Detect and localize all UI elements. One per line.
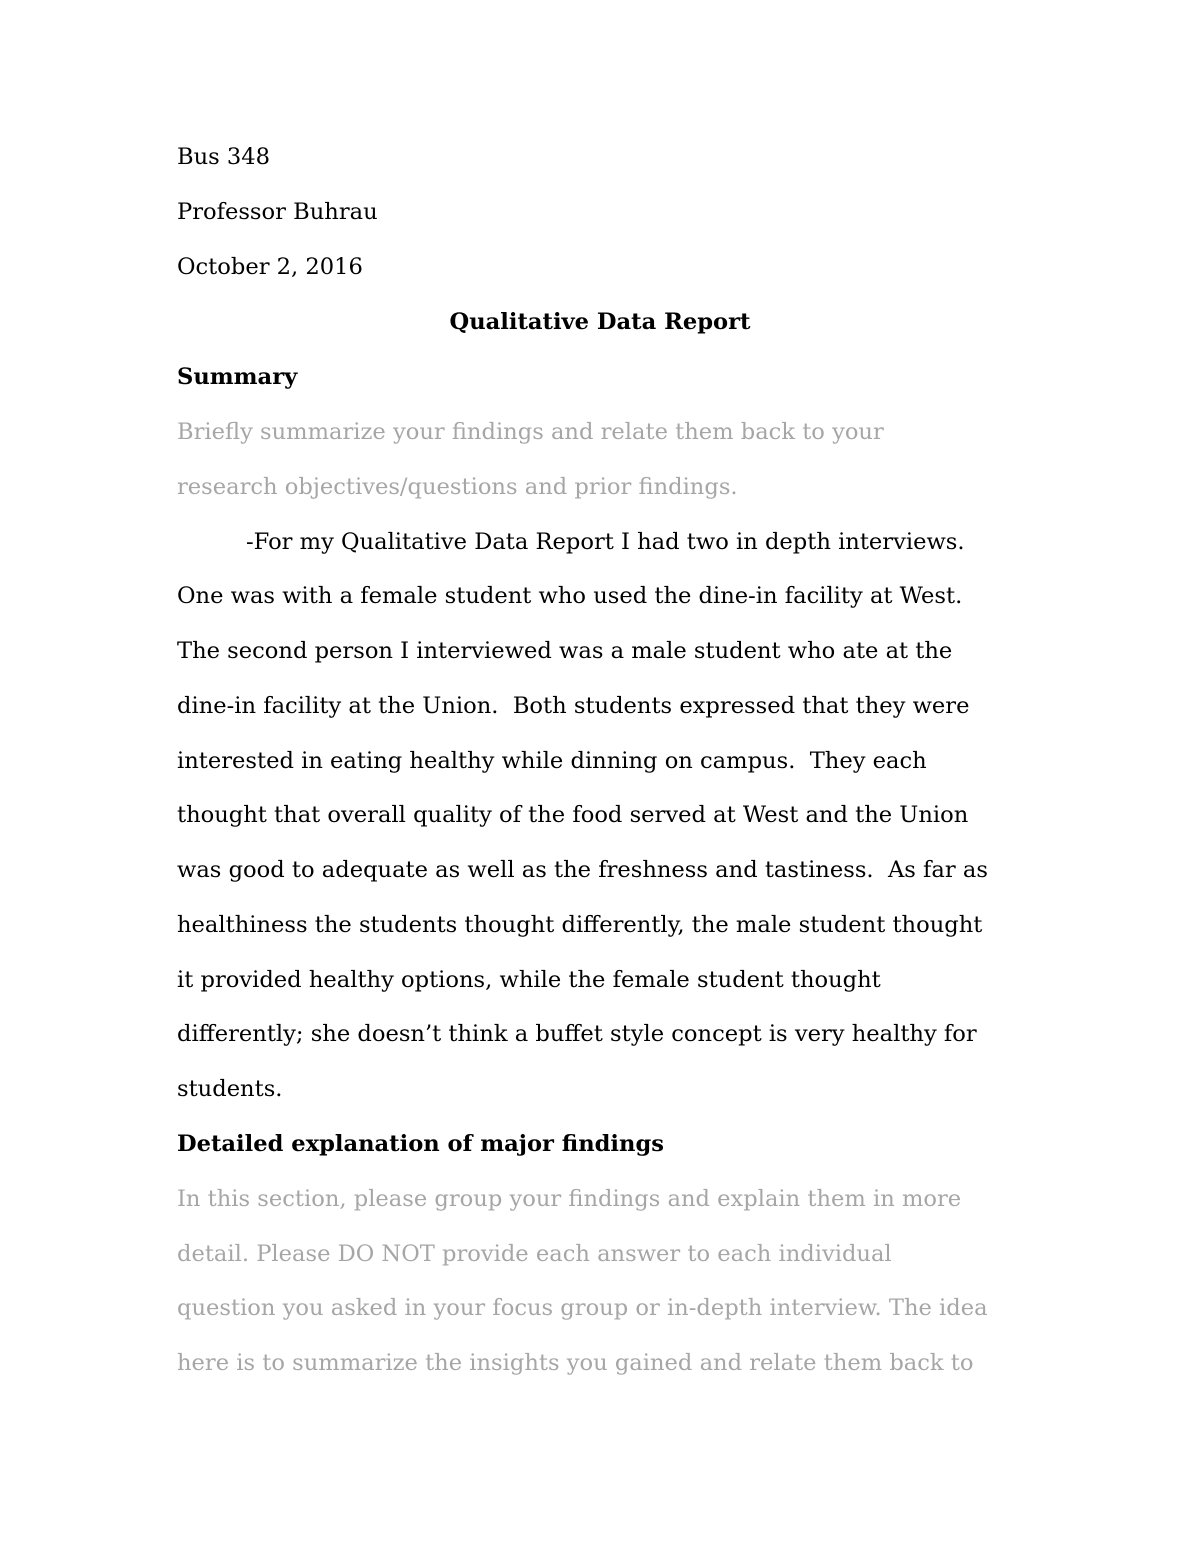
summary-instruction-line: Briefly summarize your findings and relate them back to your bbox=[177, 419, 884, 445]
summary-body-line: interested in eating healthy while dinning on campus. They each bbox=[177, 748, 927, 774]
course-line: Bus 348 bbox=[177, 144, 271, 170]
document-title: Qualitative Data Report bbox=[449, 309, 751, 335]
summary-body-line: thought that overall quality of the food served at West and the Union bbox=[177, 802, 969, 828]
summary-body-line: was good to adequate as well as the freshness and tastiness. As far as bbox=[177, 857, 988, 883]
summary-body-line: students. bbox=[177, 1076, 283, 1102]
details-heading: Detailed explanation of major findings bbox=[177, 1131, 664, 1157]
date-line: October 2, 2016 bbox=[177, 254, 363, 280]
details-instruction-line: here is to summarize the insights you gained and relate them back to bbox=[177, 1350, 974, 1376]
summary-body-line: The second person I interviewed was a male student who ate at the bbox=[177, 638, 953, 664]
summary-body-line: dine-in facility at the Union. Both students expressed that they were bbox=[177, 693, 970, 719]
professor-line: Professor Buhrau bbox=[177, 199, 378, 225]
summary-body-line: One was with a female student who used the dine-in facility at West. bbox=[177, 583, 963, 609]
summary-body-line: -For my Qualitative Data Report I had two in depth interviews. bbox=[246, 529, 965, 555]
details-instruction-line: question you asked in your focus group or in-depth interview. The idea bbox=[177, 1295, 988, 1321]
summary-instruction-line: research objectives/questions and prior findings. bbox=[177, 474, 738, 500]
summary-heading: Summary bbox=[177, 364, 298, 390]
summary-body-line: differently; she doesn’t think a buffet style concept is very healthy for bbox=[177, 1021, 977, 1047]
summary-body-line: it provided healthy options, while the female student thought bbox=[177, 967, 881, 993]
details-instruction-line: In this section, please group your findings and explain them in more bbox=[177, 1186, 962, 1212]
details-instruction-line: detail. Please DO NOT provide each answer to each individual bbox=[177, 1241, 892, 1267]
summary-body-line: healthiness the students thought differently, the male student thought bbox=[177, 912, 983, 938]
